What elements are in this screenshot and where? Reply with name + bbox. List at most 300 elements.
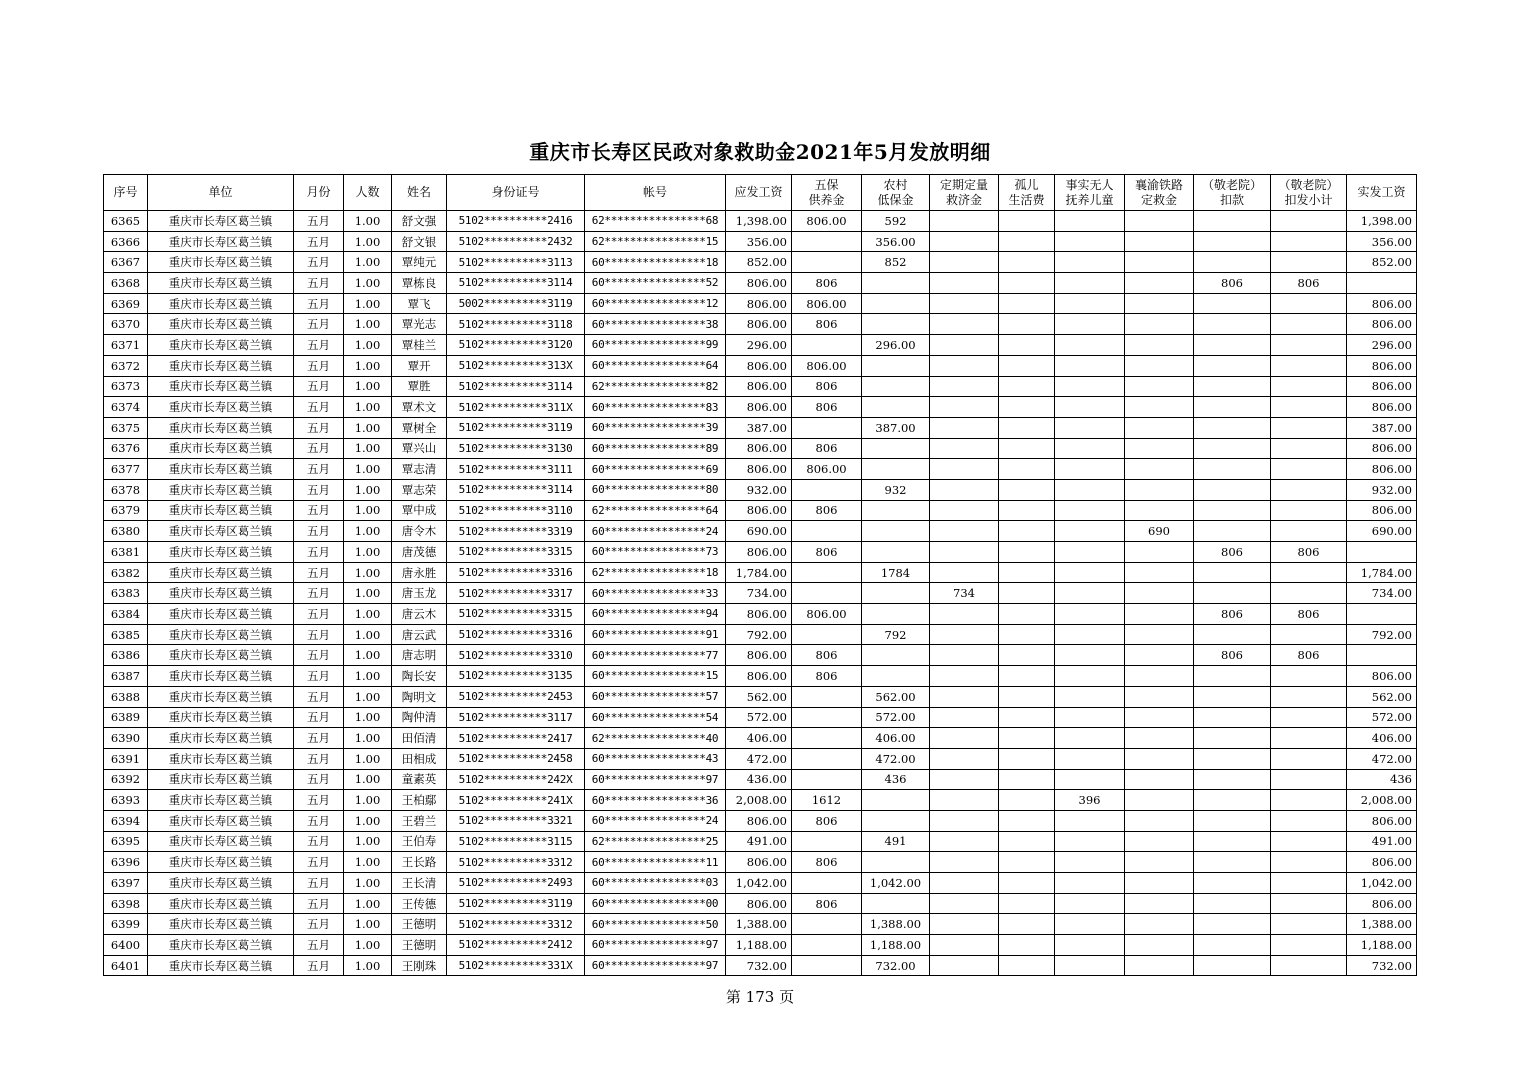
cell-seq: 6388 — [104, 686, 148, 707]
cell-wubao — [792, 521, 862, 542]
table-row — [104, 790, 1417, 811]
cell-orphan — [999, 914, 1055, 935]
cell-dibao — [862, 376, 930, 397]
cell-dingqi — [930, 293, 999, 314]
cell-payable: 806.00 — [726, 397, 792, 418]
cell-payable: 806.00 — [726, 355, 792, 376]
table-row — [104, 211, 1417, 232]
cell-dibao — [862, 542, 930, 563]
cell-count: 1.00 — [344, 335, 392, 356]
cell-count: 1.00 — [344, 562, 392, 583]
cell-deduct-subtotal — [1271, 459, 1347, 480]
cell-account: 60****************97 — [585, 955, 726, 976]
cell-wubao — [792, 728, 862, 749]
cell-deduct-subtotal — [1271, 211, 1347, 232]
cell-child — [1055, 810, 1125, 831]
cell-id-number: 5102**********3310 — [447, 645, 585, 666]
cell-payable: 734.00 — [726, 583, 792, 604]
cell-count: 1.00 — [344, 893, 392, 914]
header-railway: 襄渝铁路 定救金 — [1125, 175, 1194, 211]
cell-count: 1.00 — [344, 831, 392, 852]
cell-orphan — [999, 417, 1055, 438]
cell-unit: 重庆市长寿区葛兰镇 — [148, 707, 294, 728]
cell-dingqi — [930, 873, 999, 894]
cell-dingqi — [930, 935, 999, 956]
cell-month: 五月 — [294, 790, 344, 811]
cell-wubao — [792, 831, 862, 852]
cell-dingqi — [930, 479, 999, 500]
cell-dingqi — [930, 542, 999, 563]
cell-deduct — [1194, 293, 1271, 314]
cell-count: 1.00 — [344, 852, 392, 873]
cell-account: 60****************54 — [585, 707, 726, 728]
cell-id-number: 5102**********2493 — [447, 873, 585, 894]
cell-id-number: 5102**********3110 — [447, 500, 585, 521]
cell-wubao: 806.00 — [792, 604, 862, 625]
cell-actual: 296.00 — [1347, 335, 1417, 356]
cell-child — [1055, 728, 1125, 749]
cell-dibao — [862, 397, 930, 418]
cell-seq: 6365 — [104, 211, 148, 232]
cell-dibao — [862, 500, 930, 521]
cell-id-number: 5102**********2453 — [447, 686, 585, 707]
cell-dingqi — [930, 852, 999, 873]
cell-unit: 重庆市长寿区葛兰镇 — [148, 438, 294, 459]
cell-deduct — [1194, 521, 1271, 542]
cell-actual: 806.00 — [1347, 459, 1417, 480]
cell-deduct-subtotal — [1271, 397, 1347, 418]
cell-actual: 1,188.00 — [1347, 935, 1417, 956]
cell-dibao — [862, 790, 930, 811]
cell-wubao: 806 — [792, 314, 862, 335]
cell-payable: 472.00 — [726, 748, 792, 769]
cell-deduct-subtotal — [1271, 852, 1347, 873]
cell-deduct-subtotal — [1271, 231, 1347, 252]
cell-month: 五月 — [294, 748, 344, 769]
cell-unit: 重庆市长寿区葛兰镇 — [148, 935, 294, 956]
cell-deduct — [1194, 831, 1271, 852]
cell-wubao: 1612 — [792, 790, 862, 811]
cell-deduct — [1194, 852, 1271, 873]
header-month: 月份 — [294, 175, 344, 211]
cell-dibao — [862, 438, 930, 459]
table-row — [104, 479, 1417, 500]
cell-id-number: 5102**********2416 — [447, 211, 585, 232]
cell-id-number: 5002**********3119 — [447, 293, 585, 314]
cell-seq: 6400 — [104, 935, 148, 956]
cell-orphan — [999, 500, 1055, 521]
cell-count: 1.00 — [344, 542, 392, 563]
cell-name: 王长路 — [392, 852, 447, 873]
cell-unit: 重庆市长寿区葛兰镇 — [148, 604, 294, 625]
cell-dibao — [862, 293, 930, 314]
cell-seq: 6368 — [104, 273, 148, 294]
cell-seq: 6378 — [104, 479, 148, 500]
cell-unit: 重庆市长寿区葛兰镇 — [148, 314, 294, 335]
cell-wubao: 806.00 — [792, 459, 862, 480]
cell-deduct-subtotal — [1271, 873, 1347, 894]
cell-deduct — [1194, 748, 1271, 769]
cell-name: 覃栋良 — [392, 273, 447, 294]
table-row — [104, 831, 1417, 852]
cell-payable: 296.00 — [726, 335, 792, 356]
cell-orphan — [999, 273, 1055, 294]
cell-id-number: 5102**********3317 — [447, 583, 585, 604]
cell-actual: 491.00 — [1347, 831, 1417, 852]
cell-dingqi — [930, 314, 999, 335]
cell-account: 62****************15 — [585, 231, 726, 252]
cell-deduct-subtotal: 806 — [1271, 645, 1347, 666]
cell-count: 1.00 — [344, 955, 392, 976]
cell-dingqi — [930, 914, 999, 935]
cell-unit: 重庆市长寿区葛兰镇 — [148, 417, 294, 438]
cell-deduct — [1194, 707, 1271, 728]
cell-unit: 重庆市长寿区葛兰镇 — [148, 459, 294, 480]
cell-id-number: 5102**********241X — [447, 790, 585, 811]
cell-name: 覃术文 — [392, 397, 447, 418]
cell-unit: 重庆市长寿区葛兰镇 — [148, 583, 294, 604]
cell-account: 60****************83 — [585, 397, 726, 418]
cell-count: 1.00 — [344, 728, 392, 749]
cell-deduct — [1194, 769, 1271, 790]
cell-child — [1055, 624, 1125, 645]
cell-unit: 重庆市长寿区葛兰镇 — [148, 624, 294, 645]
cell-unit: 重庆市长寿区葛兰镇 — [148, 562, 294, 583]
table-header-row — [104, 175, 1417, 211]
table-row — [104, 231, 1417, 252]
table-row — [104, 769, 1417, 790]
cell-orphan — [999, 728, 1055, 749]
cell-dingqi — [930, 769, 999, 790]
cell-deduct — [1194, 314, 1271, 335]
cell-actual: 572.00 — [1347, 707, 1417, 728]
cell-deduct-subtotal — [1271, 893, 1347, 914]
cell-actual — [1347, 542, 1417, 563]
cell-payable: 806.00 — [726, 645, 792, 666]
cell-name: 王伯寿 — [392, 831, 447, 852]
cell-deduct — [1194, 335, 1271, 356]
cell-wubao — [792, 562, 862, 583]
cell-orphan — [999, 252, 1055, 273]
cell-dingqi — [930, 335, 999, 356]
cell-deduct-subtotal: 806 — [1271, 604, 1347, 625]
cell-dibao — [862, 521, 930, 542]
cell-railway — [1125, 604, 1194, 625]
cell-child — [1055, 914, 1125, 935]
cell-actual: 562.00 — [1347, 686, 1417, 707]
cell-railway — [1125, 500, 1194, 521]
table-row — [104, 438, 1417, 459]
cell-month: 五月 — [294, 417, 344, 438]
cell-month: 五月 — [294, 686, 344, 707]
cell-account: 60****************15 — [585, 666, 726, 687]
cell-deduct-subtotal: 806 — [1271, 542, 1347, 563]
cell-deduct-subtotal — [1271, 521, 1347, 542]
cell-railway — [1125, 273, 1194, 294]
cell-count: 1.00 — [344, 686, 392, 707]
cell-name: 王德明 — [392, 935, 447, 956]
cell-deduct: 806 — [1194, 604, 1271, 625]
cell-payable: 572.00 — [726, 707, 792, 728]
cell-dingqi — [930, 355, 999, 376]
cell-id-number: 5102**********3120 — [447, 335, 585, 356]
cell-account: 60****************03 — [585, 873, 726, 894]
cell-dingqi — [930, 397, 999, 418]
cell-seq: 6382 — [104, 562, 148, 583]
cell-actual: 436 — [1347, 769, 1417, 790]
cell-deduct-subtotal — [1271, 748, 1347, 769]
cell-count: 1.00 — [344, 500, 392, 521]
cell-unit: 重庆市长寿区葛兰镇 — [148, 293, 294, 314]
cell-unit: 重庆市长寿区葛兰镇 — [148, 790, 294, 811]
cell-payable: 1,398.00 — [726, 211, 792, 232]
cell-orphan — [999, 686, 1055, 707]
cell-deduct — [1194, 914, 1271, 935]
cell-unit: 重庆市长寿区葛兰镇 — [148, 252, 294, 273]
cell-id-number: 5102**********3119 — [447, 417, 585, 438]
cell-actual: 932.00 — [1347, 479, 1417, 500]
cell-count: 1.00 — [344, 211, 392, 232]
cell-deduct: 806 — [1194, 645, 1271, 666]
cell-seq: 6397 — [104, 873, 148, 894]
cell-payable: 387.00 — [726, 417, 792, 438]
cell-unit: 重庆市长寿区葛兰镇 — [148, 231, 294, 252]
cell-deduct: 806 — [1194, 273, 1271, 294]
cell-payable: 852.00 — [726, 252, 792, 273]
cell-unit: 重庆市长寿区葛兰镇 — [148, 666, 294, 687]
cell-deduct-subtotal — [1271, 728, 1347, 749]
cell-month: 五月 — [294, 893, 344, 914]
cell-account: 62****************25 — [585, 831, 726, 852]
header-dibao: 农村 低保金 — [862, 175, 930, 211]
cell-month: 五月 — [294, 459, 344, 480]
cell-id-number: 5102**********3135 — [447, 666, 585, 687]
cell-seq: 6374 — [104, 397, 148, 418]
cell-deduct — [1194, 955, 1271, 976]
cell-orphan — [999, 335, 1055, 356]
cell-actual: 792.00 — [1347, 624, 1417, 645]
cell-wubao — [792, 335, 862, 356]
cell-wubao — [792, 231, 862, 252]
cell-name: 覃志荣 — [392, 479, 447, 500]
cell-month: 五月 — [294, 314, 344, 335]
cell-actual: 806.00 — [1347, 893, 1417, 914]
cell-id-number: 5102**********3312 — [447, 914, 585, 935]
cell-wubao: 806.00 — [792, 355, 862, 376]
cell-dingqi — [930, 810, 999, 831]
cell-actual — [1347, 273, 1417, 294]
cell-dibao — [862, 314, 930, 335]
cell-seq: 6389 — [104, 707, 148, 728]
cell-child — [1055, 521, 1125, 542]
cell-seq: 6394 — [104, 810, 148, 831]
cell-dingqi — [930, 666, 999, 687]
cell-orphan — [999, 790, 1055, 811]
cell-account: 60****************12 — [585, 293, 726, 314]
cell-name: 覃胜 — [392, 376, 447, 397]
cell-actual: 1,784.00 — [1347, 562, 1417, 583]
cell-account: 60****************18 — [585, 252, 726, 273]
cell-child — [1055, 955, 1125, 976]
cell-seq: 6381 — [104, 542, 148, 563]
cell-dingqi — [930, 728, 999, 749]
cell-name: 唐云木 — [392, 604, 447, 625]
table-row — [104, 459, 1417, 480]
table-row — [104, 500, 1417, 521]
cell-seq: 6385 — [104, 624, 148, 645]
cell-actual: 806.00 — [1347, 293, 1417, 314]
header-dingqi: 定期定量 救济金 — [930, 175, 999, 211]
cell-account: 60****************33 — [585, 583, 726, 604]
cell-wubao: 806 — [792, 273, 862, 294]
cell-deduct-subtotal — [1271, 810, 1347, 831]
cell-wubao — [792, 707, 862, 728]
cell-payable: 806.00 — [726, 604, 792, 625]
cell-account: 60****************24 — [585, 810, 726, 831]
cell-id-number: 5102**********2458 — [447, 748, 585, 769]
cell-unit: 重庆市长寿区葛兰镇 — [148, 500, 294, 521]
cell-deduct-subtotal — [1271, 335, 1347, 356]
cell-railway — [1125, 417, 1194, 438]
cell-railway — [1125, 873, 1194, 894]
cell-count: 1.00 — [344, 397, 392, 418]
cell-id-number: 5102**********3111 — [447, 459, 585, 480]
cell-count: 1.00 — [344, 645, 392, 666]
cell-seq: 6380 — [104, 521, 148, 542]
cell-name: 唐玉龙 — [392, 583, 447, 604]
cell-actual: 1,388.00 — [1347, 914, 1417, 935]
table-row — [104, 583, 1417, 604]
cell-dibao — [862, 852, 930, 873]
cell-unit: 重庆市长寿区葛兰镇 — [148, 728, 294, 749]
cell-account: 60****************11 — [585, 852, 726, 873]
cell-payable: 932.00 — [726, 479, 792, 500]
cell-dibao: 296.00 — [862, 335, 930, 356]
cell-deduct-subtotal — [1271, 479, 1347, 500]
cell-actual: 806.00 — [1347, 376, 1417, 397]
cell-child — [1055, 748, 1125, 769]
cell-payable: 806.00 — [726, 314, 792, 335]
cell-deduct — [1194, 810, 1271, 831]
cell-orphan — [999, 562, 1055, 583]
table-row — [104, 707, 1417, 728]
cell-actual: 806.00 — [1347, 500, 1417, 521]
cell-wubao — [792, 583, 862, 604]
table-row — [104, 314, 1417, 335]
cell-payable: 1,042.00 — [726, 873, 792, 894]
cell-count: 1.00 — [344, 624, 392, 645]
cell-account: 60****************50 — [585, 914, 726, 935]
cell-child — [1055, 583, 1125, 604]
table-row — [104, 252, 1417, 273]
cell-railway — [1125, 624, 1194, 645]
cell-seq: 6393 — [104, 790, 148, 811]
table-row — [104, 542, 1417, 563]
cell-name: 陶长安 — [392, 666, 447, 687]
cell-month: 五月 — [294, 521, 344, 542]
cell-count: 1.00 — [344, 459, 392, 480]
cell-child — [1055, 852, 1125, 873]
cell-id-number: 5102**********3130 — [447, 438, 585, 459]
cell-deduct-subtotal — [1271, 438, 1347, 459]
cell-id-number: 5102**********3321 — [447, 810, 585, 831]
cell-dingqi — [930, 211, 999, 232]
cell-month: 五月 — [294, 852, 344, 873]
cell-railway — [1125, 397, 1194, 418]
cell-dingqi — [930, 604, 999, 625]
cell-orphan — [999, 231, 1055, 252]
cell-id-number: 5102**********331X — [447, 955, 585, 976]
cell-id-number: 5102**********3315 — [447, 604, 585, 625]
cell-railway — [1125, 542, 1194, 563]
cell-dingqi — [930, 562, 999, 583]
cell-count: 1.00 — [344, 417, 392, 438]
cell-dingqi — [930, 624, 999, 645]
cell-seq: 6369 — [104, 293, 148, 314]
cell-orphan — [999, 397, 1055, 418]
cell-account: 60****************94 — [585, 604, 726, 625]
cell-dingqi — [930, 500, 999, 521]
cell-wubao — [792, 686, 862, 707]
cell-orphan — [999, 645, 1055, 666]
cell-payable: 1,784.00 — [726, 562, 792, 583]
cell-account: 60****************89 — [585, 438, 726, 459]
cell-railway — [1125, 376, 1194, 397]
cell-deduct-subtotal — [1271, 624, 1347, 645]
cell-dibao: 491 — [862, 831, 930, 852]
cell-unit: 重庆市长寿区葛兰镇 — [148, 955, 294, 976]
cell-railway — [1125, 666, 1194, 687]
cell-unit: 重庆市长寿区葛兰镇 — [148, 810, 294, 831]
cell-railway — [1125, 935, 1194, 956]
cell-payable: 356.00 — [726, 231, 792, 252]
header-name: 姓名 — [392, 175, 447, 211]
cell-name: 覃纯元 — [392, 252, 447, 273]
cell-railway — [1125, 314, 1194, 335]
cell-unit: 重庆市长寿区葛兰镇 — [148, 376, 294, 397]
cell-seq: 6401 — [104, 955, 148, 976]
cell-deduct-subtotal — [1271, 935, 1347, 956]
cell-orphan — [999, 314, 1055, 335]
cell-count: 1.00 — [344, 293, 392, 314]
cell-deduct — [1194, 355, 1271, 376]
cell-unit: 重庆市长寿区葛兰镇 — [148, 748, 294, 769]
cell-wubao — [792, 417, 862, 438]
cell-seq: 6370 — [104, 314, 148, 335]
cell-deduct — [1194, 562, 1271, 583]
cell-orphan — [999, 707, 1055, 728]
cell-actual — [1347, 645, 1417, 666]
cell-month: 五月 — [294, 335, 344, 356]
cell-dibao — [862, 459, 930, 480]
cell-payable: 562.00 — [726, 686, 792, 707]
cell-railway — [1125, 293, 1194, 314]
cell-unit: 重庆市长寿区葛兰镇 — [148, 852, 294, 873]
cell-orphan — [999, 852, 1055, 873]
cell-id-number: 5102**********3316 — [447, 624, 585, 645]
cell-deduct — [1194, 583, 1271, 604]
cell-wubao: 806 — [792, 666, 862, 687]
cell-name: 覃志清 — [392, 459, 447, 480]
cell-month: 五月 — [294, 769, 344, 790]
cell-wubao — [792, 769, 862, 790]
cell-dingqi — [930, 252, 999, 273]
cell-deduct-subtotal — [1271, 562, 1347, 583]
cell-payable: 436.00 — [726, 769, 792, 790]
header-unit: 单位 — [148, 175, 294, 211]
cell-railway — [1125, 769, 1194, 790]
cell-railway — [1125, 645, 1194, 666]
